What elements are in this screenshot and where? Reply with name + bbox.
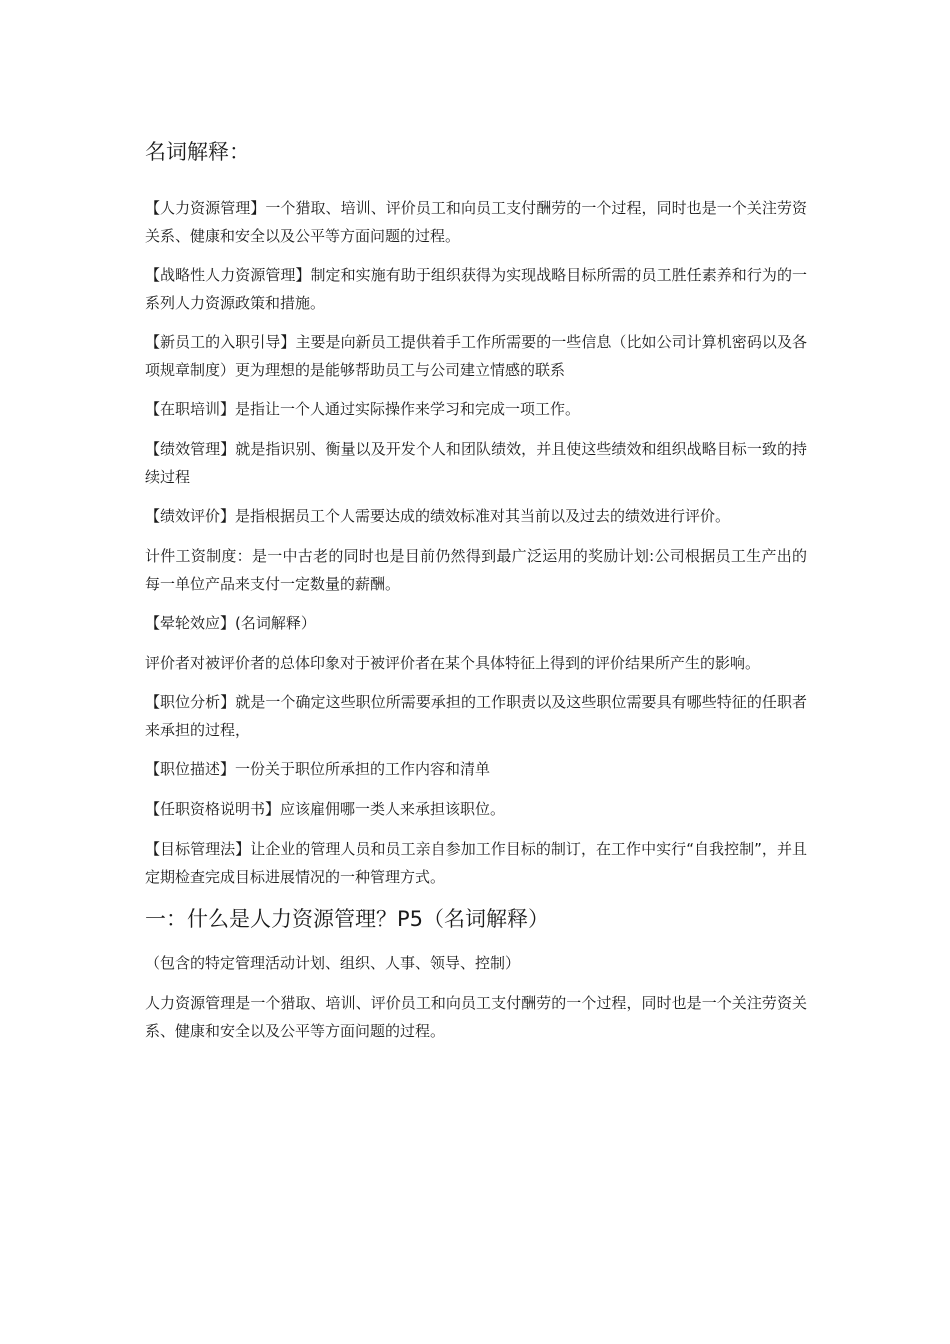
- term-piecework: 计件工资制度：是一中古老的同时也是目前仍然得到最广泛运用的奖励计划:公司根据员工生产出的每一单位产品来支付一定数量的薪酬。: [145, 547, 807, 593]
- term-halo-effect-definition: 评价者对被评价者的总体印象对于被评价者在某个具体特征上得到的评价结果所产生的影响。: [145, 654, 761, 672]
- section-1-body: 人力资源管理是一个猎取、培训、评价员工和向员工支付酬劳的一个过程，同时也是一个关注劳资关系、健康和安全以及公平等方面问题的过程。: [145, 994, 807, 1040]
- term-job-analysis: 【职位分析】就是一个确定这些职位所需要承担的工作职责以及这些职位需要具有哪些特征的任职者来承担的过程，: [145, 693, 807, 739]
- document-content: [145, 137, 807, 1056]
- term-on-the-job-training: 【在职培训】是指让一个人通过实际操作来学习和完成一项工作。: [145, 400, 581, 418]
- term-strategic-hrm: 【战略性人力资源管理】制定和实施有助于组织获得为实现战略目标所需的员工胜任素养和行为的一系列人力资源政策和措施。: [145, 266, 807, 312]
- term-performance-management: 【绩效管理】就是指识别、衡量以及开发个人和团队绩效，并且使这些绩效和组织战略目标一致的持续过程: [145, 440, 807, 486]
- heading-terms: 名词解释：: [145, 140, 250, 164]
- term-halo-effect: 【晕轮效应】(名词解释）: [145, 614, 316, 632]
- heading-section-1: 一：什么是人力资源管理？P5（名词解释）: [145, 907, 550, 931]
- section-1-note: （包含的特定管理活动计划、组织、人事、领导、控制）: [145, 954, 521, 972]
- term-onboarding: 【新员工的入职引导】主要是向新员工提供着手工作所需要的一些信息（比如公司计算机密码以及各项规章制度）更为理想的是能够帮助员工与公司建立情感的联系: [145, 333, 807, 379]
- term-mbo: 【目标管理法】让企业的管理人员和员工亲自参加工作目标的制订，在工作中实行“自我控制”，并且定期检查完成目标进展情况的一种管理方式。: [145, 840, 807, 886]
- term-performance-appraisal: 【绩效评价】是指根据员工个人需要达成的绩效标准对其当前以及过去的绩效进行评价。: [145, 507, 731, 525]
- term-job-specification: 【任职资格说明书】应该雇佣哪一类人来承担该职位。: [145, 800, 506, 818]
- term-hrm: 【人力资源管理】一个猎取、培训、评价员工和向员工支付酬劳的一个过程，同时也是一个关注劳资关系、健康和安全以及公平等方面问题的过程。: [145, 199, 807, 245]
- term-job-description: 【职位描述】一份关于职位所承担的工作内容和清单: [145, 760, 491, 778]
